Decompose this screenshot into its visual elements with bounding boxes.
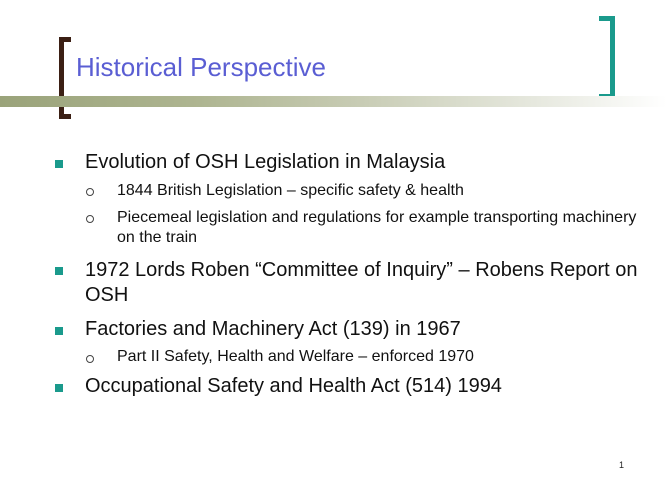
circle-bullet-icon xyxy=(86,355,94,363)
square-bullet-icon xyxy=(55,267,63,275)
circle-bullet-icon xyxy=(86,215,94,223)
page-number: 1 xyxy=(619,460,625,470)
circle-bullet-icon xyxy=(86,188,94,196)
bullet-item: 1972 Lords Roben “Committee of Inquiry” – Robens Report on OSH xyxy=(85,259,638,306)
square-bullet-icon xyxy=(55,384,63,392)
sub-bullet-item: Part II Safety, Health and Welfare – enforced 1970 xyxy=(117,348,474,365)
title-underline-bar xyxy=(0,96,667,107)
right-bracket-decoration xyxy=(599,16,615,99)
square-bullet-icon xyxy=(55,160,63,168)
sub-bullet-item: Piecemeal legislation and regulations for example transporting machinery on the train xyxy=(117,209,637,246)
slide-title: Historical Perspective xyxy=(76,52,326,82)
bullet-item: Occupational Safety and Health Act (514) 1994 xyxy=(85,375,502,397)
sub-bullet-item: 1844 British Legislation – specific safety & health xyxy=(117,182,464,199)
bullet-item: Evolution of OSH Legislation in Malaysia xyxy=(85,151,446,173)
square-bullet-icon xyxy=(55,327,63,335)
bullet-item: Factories and Machinery Act (139) in 1967 xyxy=(85,318,461,340)
